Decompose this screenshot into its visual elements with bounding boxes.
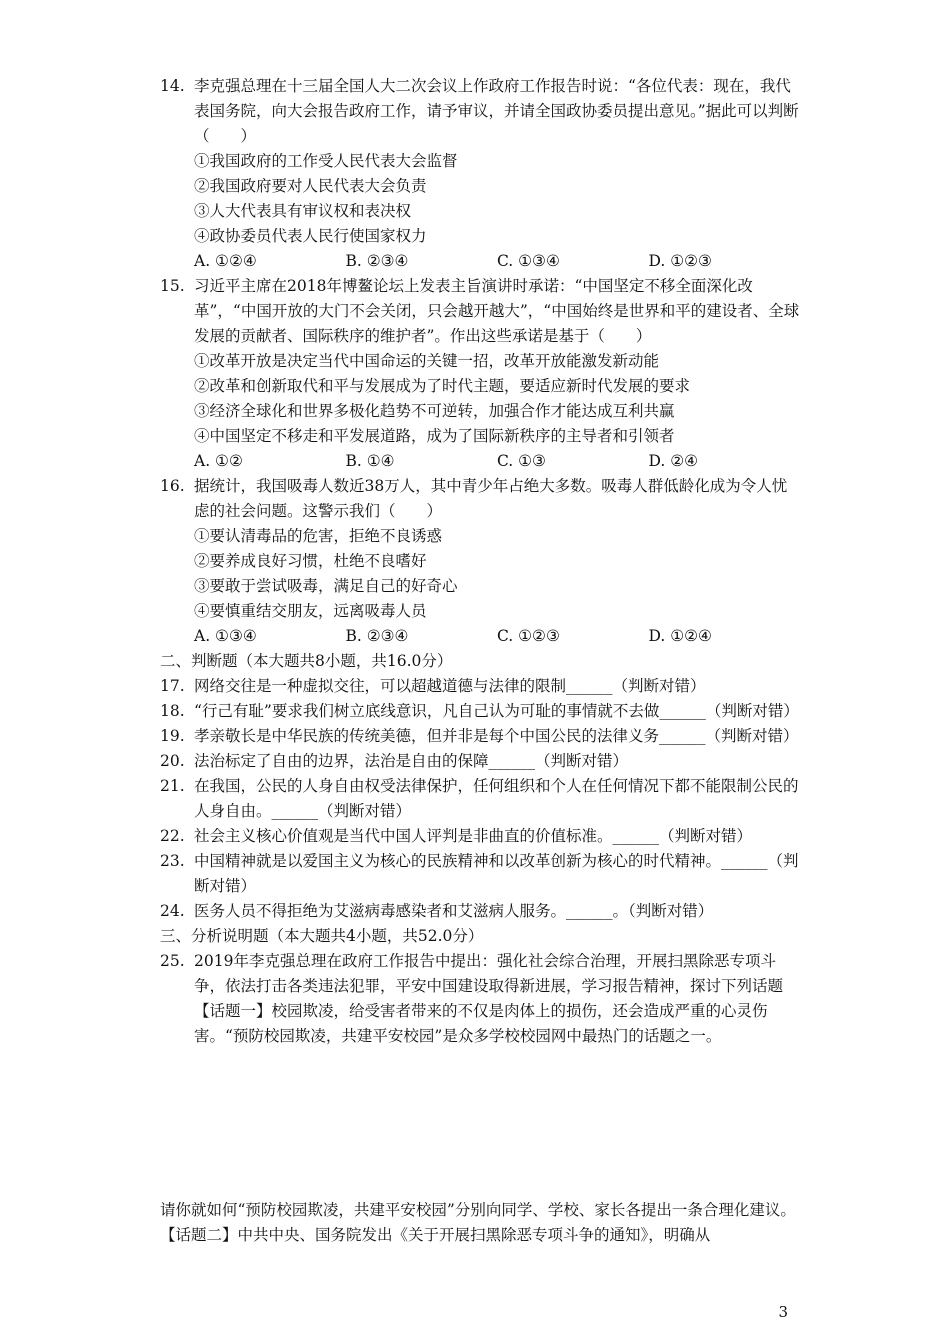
question-number: 15. (160, 277, 185, 295)
choice-b: B. ①④ (345, 452, 395, 470)
page-content-bottom (160, 1198, 800, 1248)
question-text: 医务人员不得拒绝为艾滋病毒感染者和艾滋病人服务。______。（判断对错） (194, 902, 714, 920)
choice-c: C. ①③ (497, 452, 546, 470)
question-number: 19. (160, 727, 185, 745)
question-text: 中国精神就是以爱国主义为核心的民族精神和以改革创新为核心的时代精神。______（判断对错） (194, 852, 799, 895)
section-title-analysis: 三、分析说明题（本大题共4小题，共52.0分） (160, 927, 484, 945)
choice-b: B. ②③④ (345, 252, 409, 270)
option-4: ④要慎重结交朋友，远离吸毒人员 (194, 602, 427, 620)
choice-d: D. ①②③ (648, 252, 712, 270)
option-4: ④政协委员代表人民行使国家权力 (194, 227, 427, 245)
question-22 (160, 824, 800, 849)
question-text: 李克强总理在十三届全国人大二次会议上作政府工作报告时说：“各位代表：现在，我代表国务院，向大会报告政府工作，请予审议，并请全国政协委员提出意见。”据此可以判断（ ） (194, 77, 799, 145)
option-3: ③经济全球化和世界多极化趋势不可逆转，加强合作才能达成互利共赢 (194, 402, 675, 420)
question-number: 20. (160, 752, 185, 770)
question-24 (160, 899, 800, 924)
option-4: ④中国坚定不移走和平发展道路，成为了国际新秩序的主导者和引领者 (194, 427, 675, 445)
choice-a: A. ①③④ (194, 627, 257, 645)
question-14 (160, 74, 800, 149)
question-16 (160, 474, 800, 524)
option-1: ①我国政府的工作受人民代表大会监督 (194, 152, 458, 170)
question-number: 24. (160, 902, 185, 920)
option-2: ②我国政府要对人民代表大会负责 (194, 177, 427, 195)
question-number: 16. (160, 477, 185, 495)
answer-choices (160, 624, 800, 649)
choice-c: C. ①③④ (497, 252, 560, 270)
answer-choices (160, 449, 800, 474)
question-19 (160, 724, 800, 749)
answer-choices (160, 249, 800, 274)
question-18 (160, 699, 800, 724)
option-2: ②要养成良好习惯，杜绝不良嗜好 (194, 552, 427, 570)
question-text: 在我国，公民的人身自由权受法律保护，任何组织和个人在任何情况下都不能限制公民的人身自由。______（判断对错） (194, 777, 799, 820)
question-text: 习近平主席在2018年博鳌论坛上发表主旨演讲时承诺：“中国坚定不移全面深化改革”，“中国开放的大门不会关闭，只会越开越大”，“中国始终是世界和平的建设者、全球发展的贡献者、国际秩序的维护者”。作出这些承诺是基于（ ） (194, 277, 800, 345)
topic-2: 【话题二】中共中央、国务院发出《关于开展扫黑除恶专项斗争的通知》，明确从 (160, 1226, 711, 1244)
choice-c: C. ①②③ (497, 627, 560, 645)
page-number: 3 (778, 1303, 788, 1321)
option-1: ①要认清毒品的危害，拒绝不良诱惑 (194, 527, 443, 545)
question-text: “行己有耻”要求我们树立底线意识，凡自己认为可耻的事情就不去做______（判断对错） (194, 702, 799, 720)
question-text: 2019年李克强总理在政府工作报告中提出：强化社会综合治理，开展扫黑除恶专项斗争，依法打击各类违法犯罪，平安中国建设取得新进展，学习报告精神，探讨下列话题 (194, 952, 784, 995)
page-content (160, 74, 800, 1049)
choice-a: A. ①② (194, 452, 243, 470)
option-1: ①改革开放是决定当代中国命运的关键一招，改革开放能激发新动能 (194, 352, 660, 370)
question-number: 22. (160, 827, 185, 845)
question-text: 孝亲敬长是中华民族的传统美德，但并非是每个中国公民的法律义务______（判断对错） (194, 727, 799, 745)
section-title-judgment: 二、判断题（本大题共8小题，共16.0分） (160, 652, 453, 670)
choice-b: B. ②③④ (345, 627, 409, 645)
question-number: 21. (160, 777, 185, 795)
choice-a: A. ①②④ (194, 252, 257, 270)
question-number: 18. (160, 702, 185, 720)
topic-1-prompt: 请你就如何“预防校园欺凌，共建平安校园”分别向同学、学校、家长各提出一条合理化建议。 (160, 1201, 796, 1219)
question-number: 17. (160, 677, 185, 695)
option-2: ②改革和创新取代和平与发展成为了时代主题，要适应新时代发展的要求 (194, 377, 691, 395)
question-number: 25. (160, 952, 185, 970)
question-17 (160, 674, 800, 699)
question-text: 法治标定了自由的边界，法治是自由的保障______（判断对错） (194, 752, 629, 770)
question-number: 14. (160, 77, 185, 95)
option-3: ③要敢于尝试吸毒，满足自己的好奇心 (194, 577, 458, 595)
topic-1: 【话题一】校园欺凌，给受害者带来的不仅是肉体上的损伤，还会造成严重的心灵伤害。“预防校园欺凌，共建平安校园”是众多学校校园网中最热门的话题之一。 (194, 1002, 768, 1045)
question-25 (160, 949, 800, 999)
question-20 (160, 749, 800, 774)
question-23 (160, 849, 800, 899)
question-text: 网络交往是一种虚拟交往，可以超越道德与法律的限制______（判断对错） (194, 677, 706, 695)
question-text: 据统计，我国吸毒人数近38万人，其中青少年占绝大多数。吸毒人群低龄化成为令人忧虑的社会问题。这警示我们（ ） (194, 477, 788, 520)
option-3: ③人大代表具有审议权和表决权 (194, 202, 412, 220)
question-number: 23. (160, 852, 185, 870)
choice-d: D. ②④ (648, 452, 699, 470)
choice-d: D. ①②④ (648, 627, 712, 645)
question-21 (160, 774, 800, 824)
question-15 (160, 274, 800, 349)
question-text: 社会主义核心价值观是当代中国人评判是非曲直的价值标准。______（判断对错） (194, 827, 753, 845)
